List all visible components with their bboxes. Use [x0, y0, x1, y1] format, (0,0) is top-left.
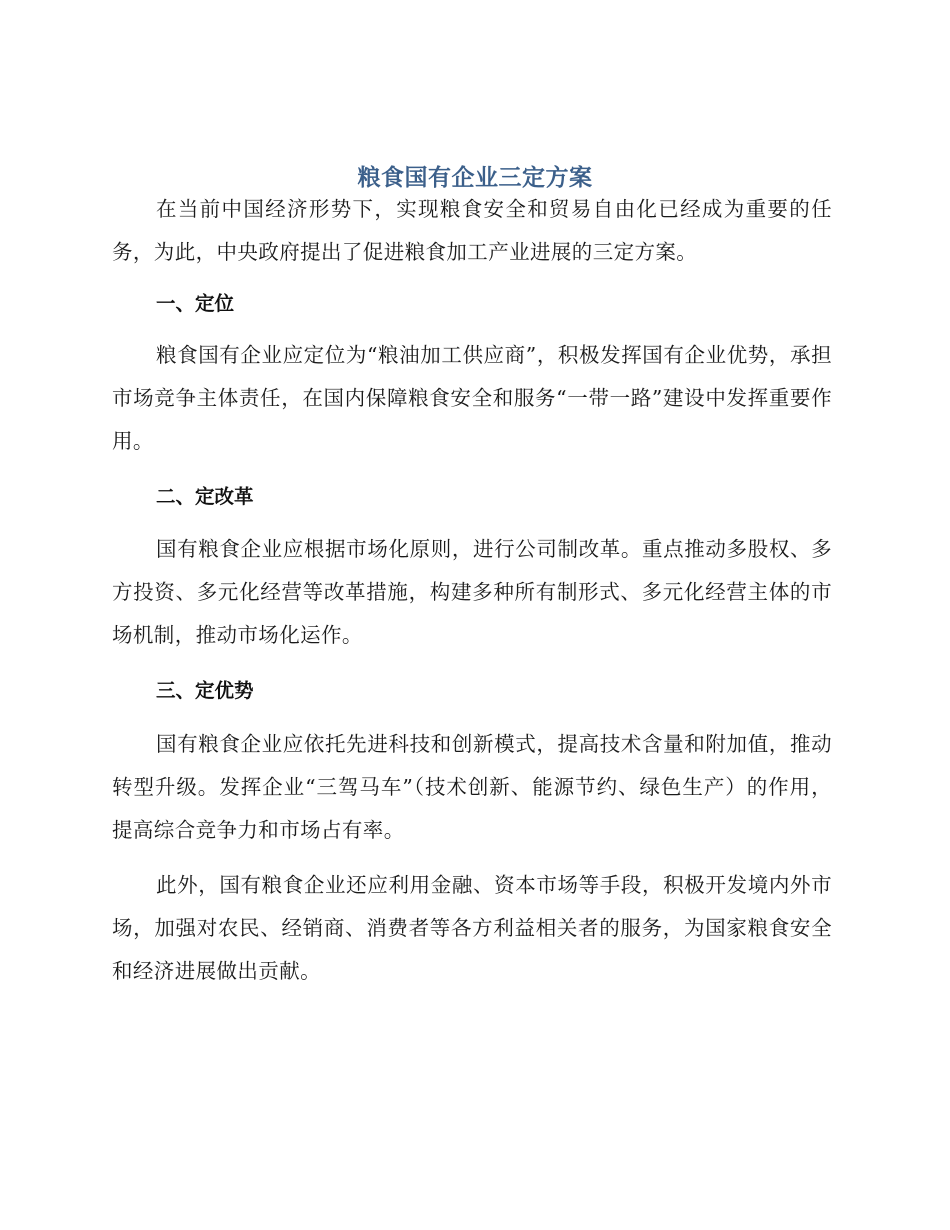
intro-paragraph: 在当前中国经济形势下，实现粮食安全和贸易自由化已经成为重要的任务，为此，中央政府提出了促进粮食加工产业进展的三定方案。 [112, 197, 832, 264]
section-heading-advantage: 三、定优势 [156, 679, 254, 702]
section-heading-positioning: 一、定位 [156, 292, 235, 315]
document-title: 粮食国有企业三定方案 [357, 165, 593, 192]
section-body-reform: 国有粮食企业应根据市场化原则，进行公司制改革。重点推动多股权、多方投资、多元化经营等改革措施，构建多种所有制形式、多元化经营主体的市场机制，推动市场化运作。 [112, 537, 832, 647]
section-body-positioning: 粮食国有企业应定位为“粮油加工供应商”，积极发挥国有企业优势，承担市场竞争主体责任，在国内保障粮食安全和服务“一带一路”建设中发挥重要作用。 [112, 343, 832, 453]
section-body-advantage: 国有粮食企业应依托先进科技和创新模式，提高技术含量和附加值，推动转型升级。发挥企业“三驾马车”（技术创新、能源节约、绿色生产）的作用，提高综合竞争力和市场占有率。 [112, 732, 832, 842]
conclusion-paragraph: 此外，国有粮食企业还应利用金融、资本市场等手段，积极开发境内外市场，加强对农民、经销商、消费者等各方利益相关者的服务，为国家粮食安全和经济进展做出贡献。 [112, 873, 832, 983]
section-heading-reform: 二、定改革 [156, 485, 254, 508]
